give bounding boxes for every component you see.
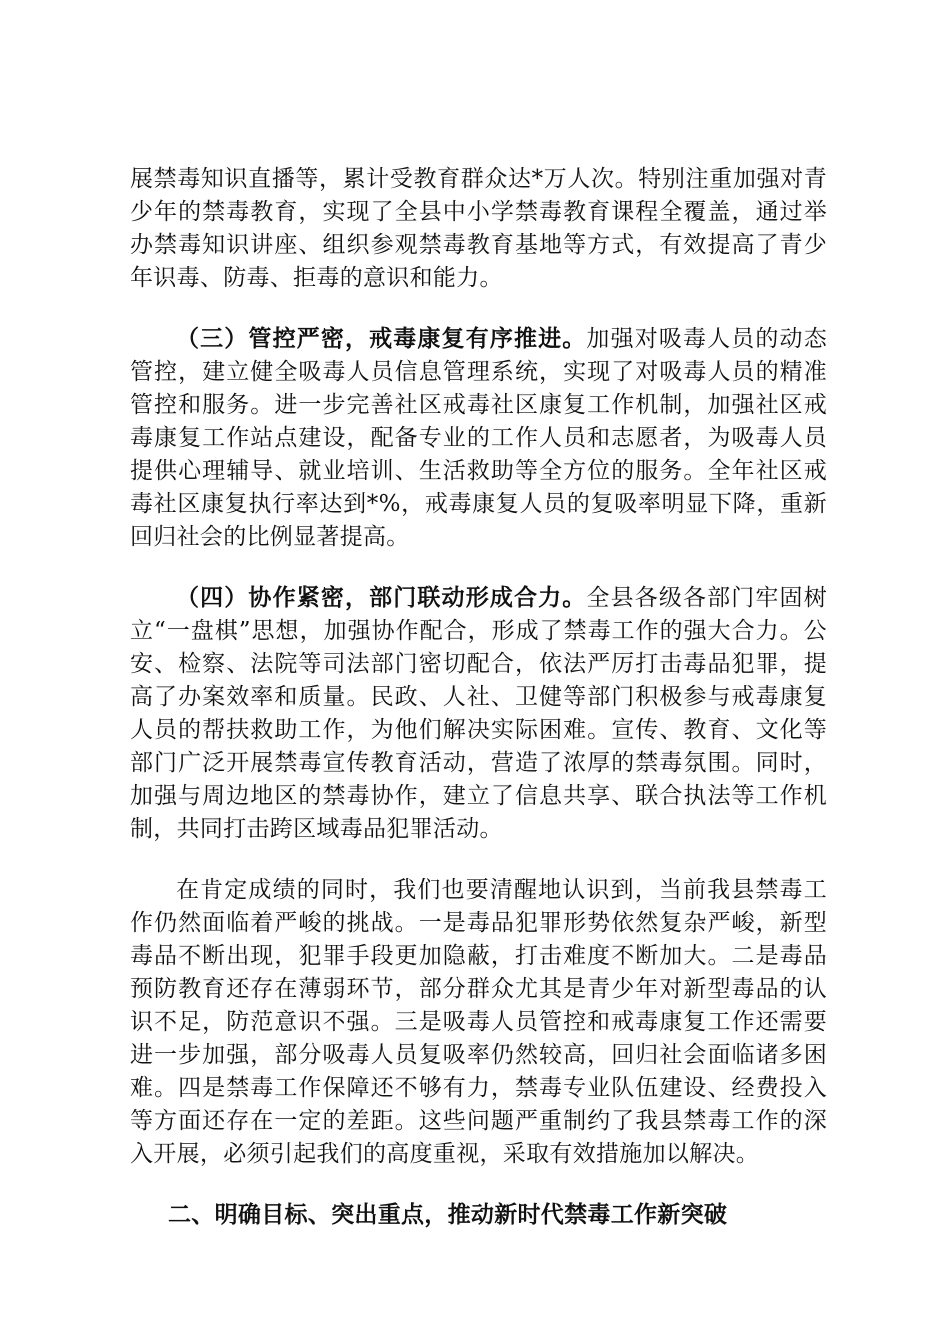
paragraph-lead-heading: （三）管控严密，戒毒康复有序推进。 <box>176 326 587 352</box>
paragraph-text: 加强对吸毒人员的动态管控，建立健全吸毒人员信息管理系统，实现了对吸毒人员的精准管控和服务。进一步完善社区戒毒社区康复工作机制，加强社区戒毒康复工作站点建设，配备专业的工作人员和志愿者，为吸毒人员提供心理辅导、就业培训、生活救助等全方位的服务。全年社区戒毒社区康复执行率达到*%，戒毒康复人员的复吸率明显下降，重新回归社会的比例显著提高。 <box>130 326 827 550</box>
paragraph-text: 展禁毒知识直播等，累计受教育群众达*万人次。特别注重加强对青少年的禁毒教育，实现了全县中小学禁毒教育课程全覆盖，通过举办禁毒知识讲座、组织参观禁毒教育基地等方式，有效提高了青少年识毒、防毒、拒毒的意识和能力。 <box>130 166 827 291</box>
paragraph-text: 在肯定成绩的同时，我们也要清醒地认识到，当前我县禁毒工作仍然面临着严峻的挑战。一是毒品犯罪形势依然复杂严峻，新型毒品不断出现，犯罪手段更加隐蔽，打击难度不断加大。二是毒品预防教育还存在薄弱环节，部分群众尤其是青少年对新型毒品的认识不足，防范意识不强。三是吸毒人员管控和戒毒康复工作还需要进一步加强，部分吸毒人员复吸率仍然较高，回归社会面临诸多困难。四是禁毒工作保障还不够有力，禁毒专业队伍建设、经费投入等方面还存在一定的差距。这些问题严重制约了我县禁毒工作的深入开展，必须引起我们的高度重视，采取有效措施加以解决。 <box>130 877 827 1167</box>
paragraph-education-continued <box>130 163 827 295</box>
paragraph-challenges <box>130 874 827 1171</box>
section-heading: 二、明确目标、突出重点，推动新时代禁毒工作新突破 <box>168 1202 728 1228</box>
document-page <box>130 163 827 1232</box>
paragraph-lead-heading: （四）协作紧密，部门联动形成合力。 <box>176 585 587 611</box>
paragraph-text: 全县各级各部门牢固树立“一盘棋”思想，加强协作配合，形成了禁毒工作的强大合力。公安、检察、法院等司法部门密切配合，依法严厉打击毒品犯罪，提高了办案效率和质量。民政、人社、卫健等部门积极参与戒毒康复人员的帮扶救助工作，为他们解决实际困难。宣传、教育、文化等部门广泛开展禁毒宣传教育活动，营造了浓厚的禁毒氛围。同时，加强与周边地区的禁毒协作，建立了信息共享、联合执法等工作机制，共同打击跨区域毒品犯罪活动。 <box>130 585 827 842</box>
paragraph-department-cooperation <box>130 582 827 846</box>
paragraph-control-rehab <box>130 323 827 554</box>
